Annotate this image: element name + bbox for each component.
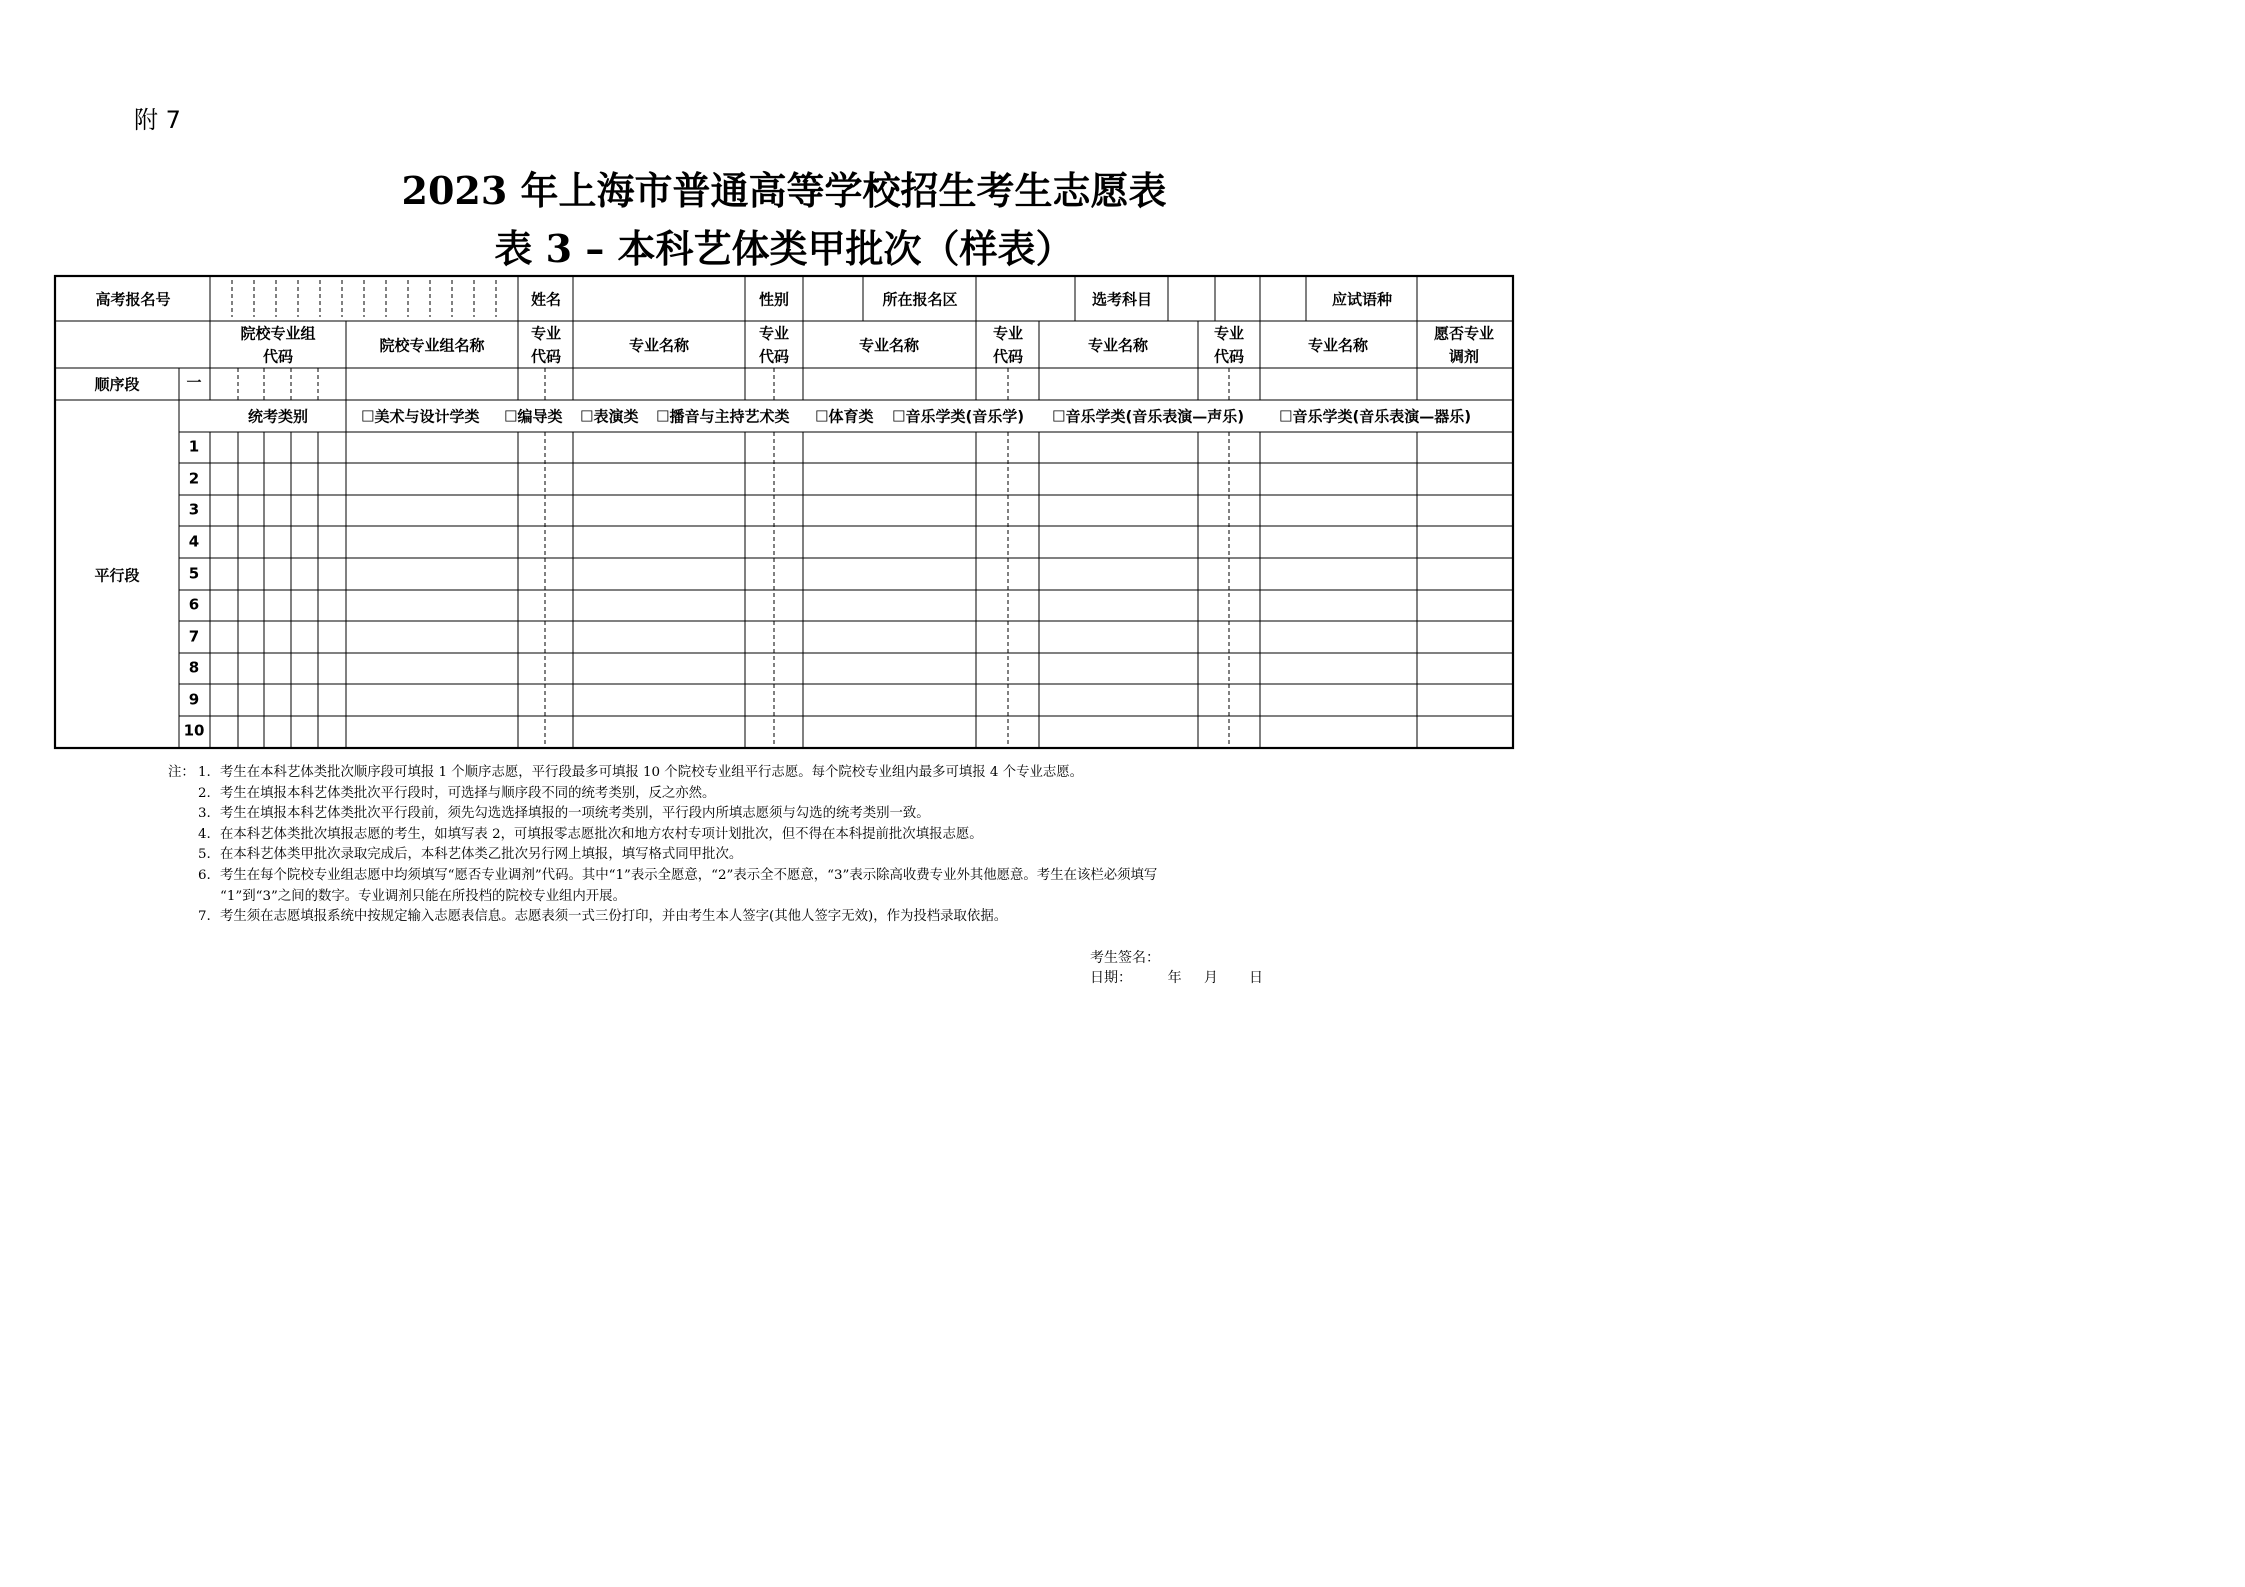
note-item-continuation: “1”到“3”之间的数字。专业调剂只能在所投档的院校专业组内开展。: [220, 888, 626, 904]
major-code-header: 专业: [992, 324, 1024, 343]
major-code-header: 专业: [530, 324, 562, 343]
group-name-header: 院校专业组名称: [379, 336, 485, 355]
row-number: 2: [188, 469, 200, 488]
signature-block: [1090, 948, 1263, 988]
category-directing[interactable]: ☐编导类: [504, 407, 563, 426]
note-item: 6. 考生在每个院校专业组志愿中均须填写“愿否专业调剂”代码。其中“1”表示全愿意，“2”表示全不愿意，“3”表示除高收费专业外其他愿意。考生在该栏必须填写: [198, 867, 1158, 883]
row-number: 3: [188, 500, 200, 519]
major-code-header: 专业: [1213, 324, 1245, 343]
row-number: 7: [188, 627, 200, 646]
category-acting[interactable]: ☐表演类: [580, 407, 639, 426]
row-number: 4: [188, 532, 200, 551]
category-musicology[interactable]: ☐音乐学类(音乐学): [892, 407, 1025, 426]
major-code-header-2: 代码: [530, 347, 562, 366]
row-number: 1: [188, 437, 200, 456]
category-art-design[interactable]: ☐美术与设计学类: [361, 407, 480, 426]
major-name-header: 专业名称: [1087, 336, 1149, 355]
notes-section: [168, 763, 1157, 928]
exam-number-label: 高考报名号: [95, 290, 171, 309]
major-code-header-2: 代码: [758, 347, 790, 366]
major-code-header: 专业: [758, 324, 790, 343]
category-broadcasting[interactable]: ☐播音与主持艺术类: [656, 407, 790, 426]
application-form-table: [0, 0, 1568, 1100]
signature-label: 考生签名：: [1090, 950, 1160, 966]
annex-label: 附 7: [134, 106, 181, 134]
major-name-header: 专业名称: [628, 336, 690, 355]
group-code-header-2: 代码: [262, 347, 294, 366]
note-item: 2. 考生在填报本科艺体类批次平行段时，可选择与顺序段不同的统考类别，反之亦然。: [198, 785, 716, 801]
form-subtitle: 表 3 – 本科艺体类甲批次（样表）: [494, 226, 1074, 271]
form-title: 2023 年上海市普通高等学校招生考生志愿表: [401, 168, 1167, 213]
note-item: 7. 考生须在志愿填报系统中按规定输入志愿表信息。志愿表须一式三份打印，并由考生本人签字(其他人签字无效)，作为投档录取依据。: [198, 909, 1008, 925]
major-code-header-2: 代码: [992, 347, 1024, 366]
date-line: 日期： 年 月 日: [1090, 970, 1264, 986]
name-label: 姓名: [530, 290, 562, 309]
subjects-label: 选考科目: [1091, 290, 1153, 309]
major-code-header-2: 代码: [1213, 347, 1245, 366]
row-number: 10: [183, 721, 205, 740]
sequential-index: 一: [186, 373, 202, 392]
sequential-label: 顺序段: [94, 375, 140, 394]
category-music-instrumental[interactable]: ☐音乐学类(音乐表演—器乐): [1279, 407, 1472, 426]
group-code-header: 院校专业组: [240, 324, 316, 343]
notes-prefix: 注：: [168, 765, 195, 780]
major-name-header: 专业名称: [858, 336, 920, 355]
category-sports[interactable]: ☐体育类: [815, 407, 874, 426]
note-item: 3. 考生在填报本科艺体类批次平行段前，须先勾选选择填报的一项统考类别，平行段内所填志愿须与勾选的统考类别一致。: [198, 806, 930, 822]
note-item: 5. 在本科艺体类甲批次录取完成后，本科艺体类乙批次另行网上填报，填写格式同甲批次。: [198, 847, 743, 863]
category-music-vocal[interactable]: ☐音乐学类(音乐表演—声乐): [1052, 407, 1245, 426]
gender-label: 性别: [758, 290, 790, 309]
adjust-header: 愿否专业: [1433, 324, 1495, 343]
parallel-label: 平行段: [94, 566, 140, 585]
row-number: 6: [188, 595, 200, 614]
adjust-header-2: 调剂: [1448, 347, 1480, 366]
row-number: 9: [188, 690, 200, 709]
district-label: 所在报名区: [882, 290, 958, 309]
major-name-header: 专业名称: [1307, 336, 1369, 355]
row-number: 8: [188, 658, 200, 677]
note-item: 4. 在本科艺体类批次填报志愿的考生，如填写表 2，可填报零志愿批次和地方农村专项计划批次，但不得在本科提前批次填报志愿。: [198, 826, 983, 842]
exam-category-label: 统考类别: [247, 407, 309, 426]
row-number: 5: [188, 564, 200, 583]
language-label: 应试语种: [1331, 290, 1393, 309]
note-item: 注： 1. 考生在本科艺体类批次顺序段可填报 1 个顺序志愿，平行段最多可填报 10 个院校专业组平行志愿。每个院校专业组内最多可填报 4 个专业志愿。: [168, 763, 1157, 784]
